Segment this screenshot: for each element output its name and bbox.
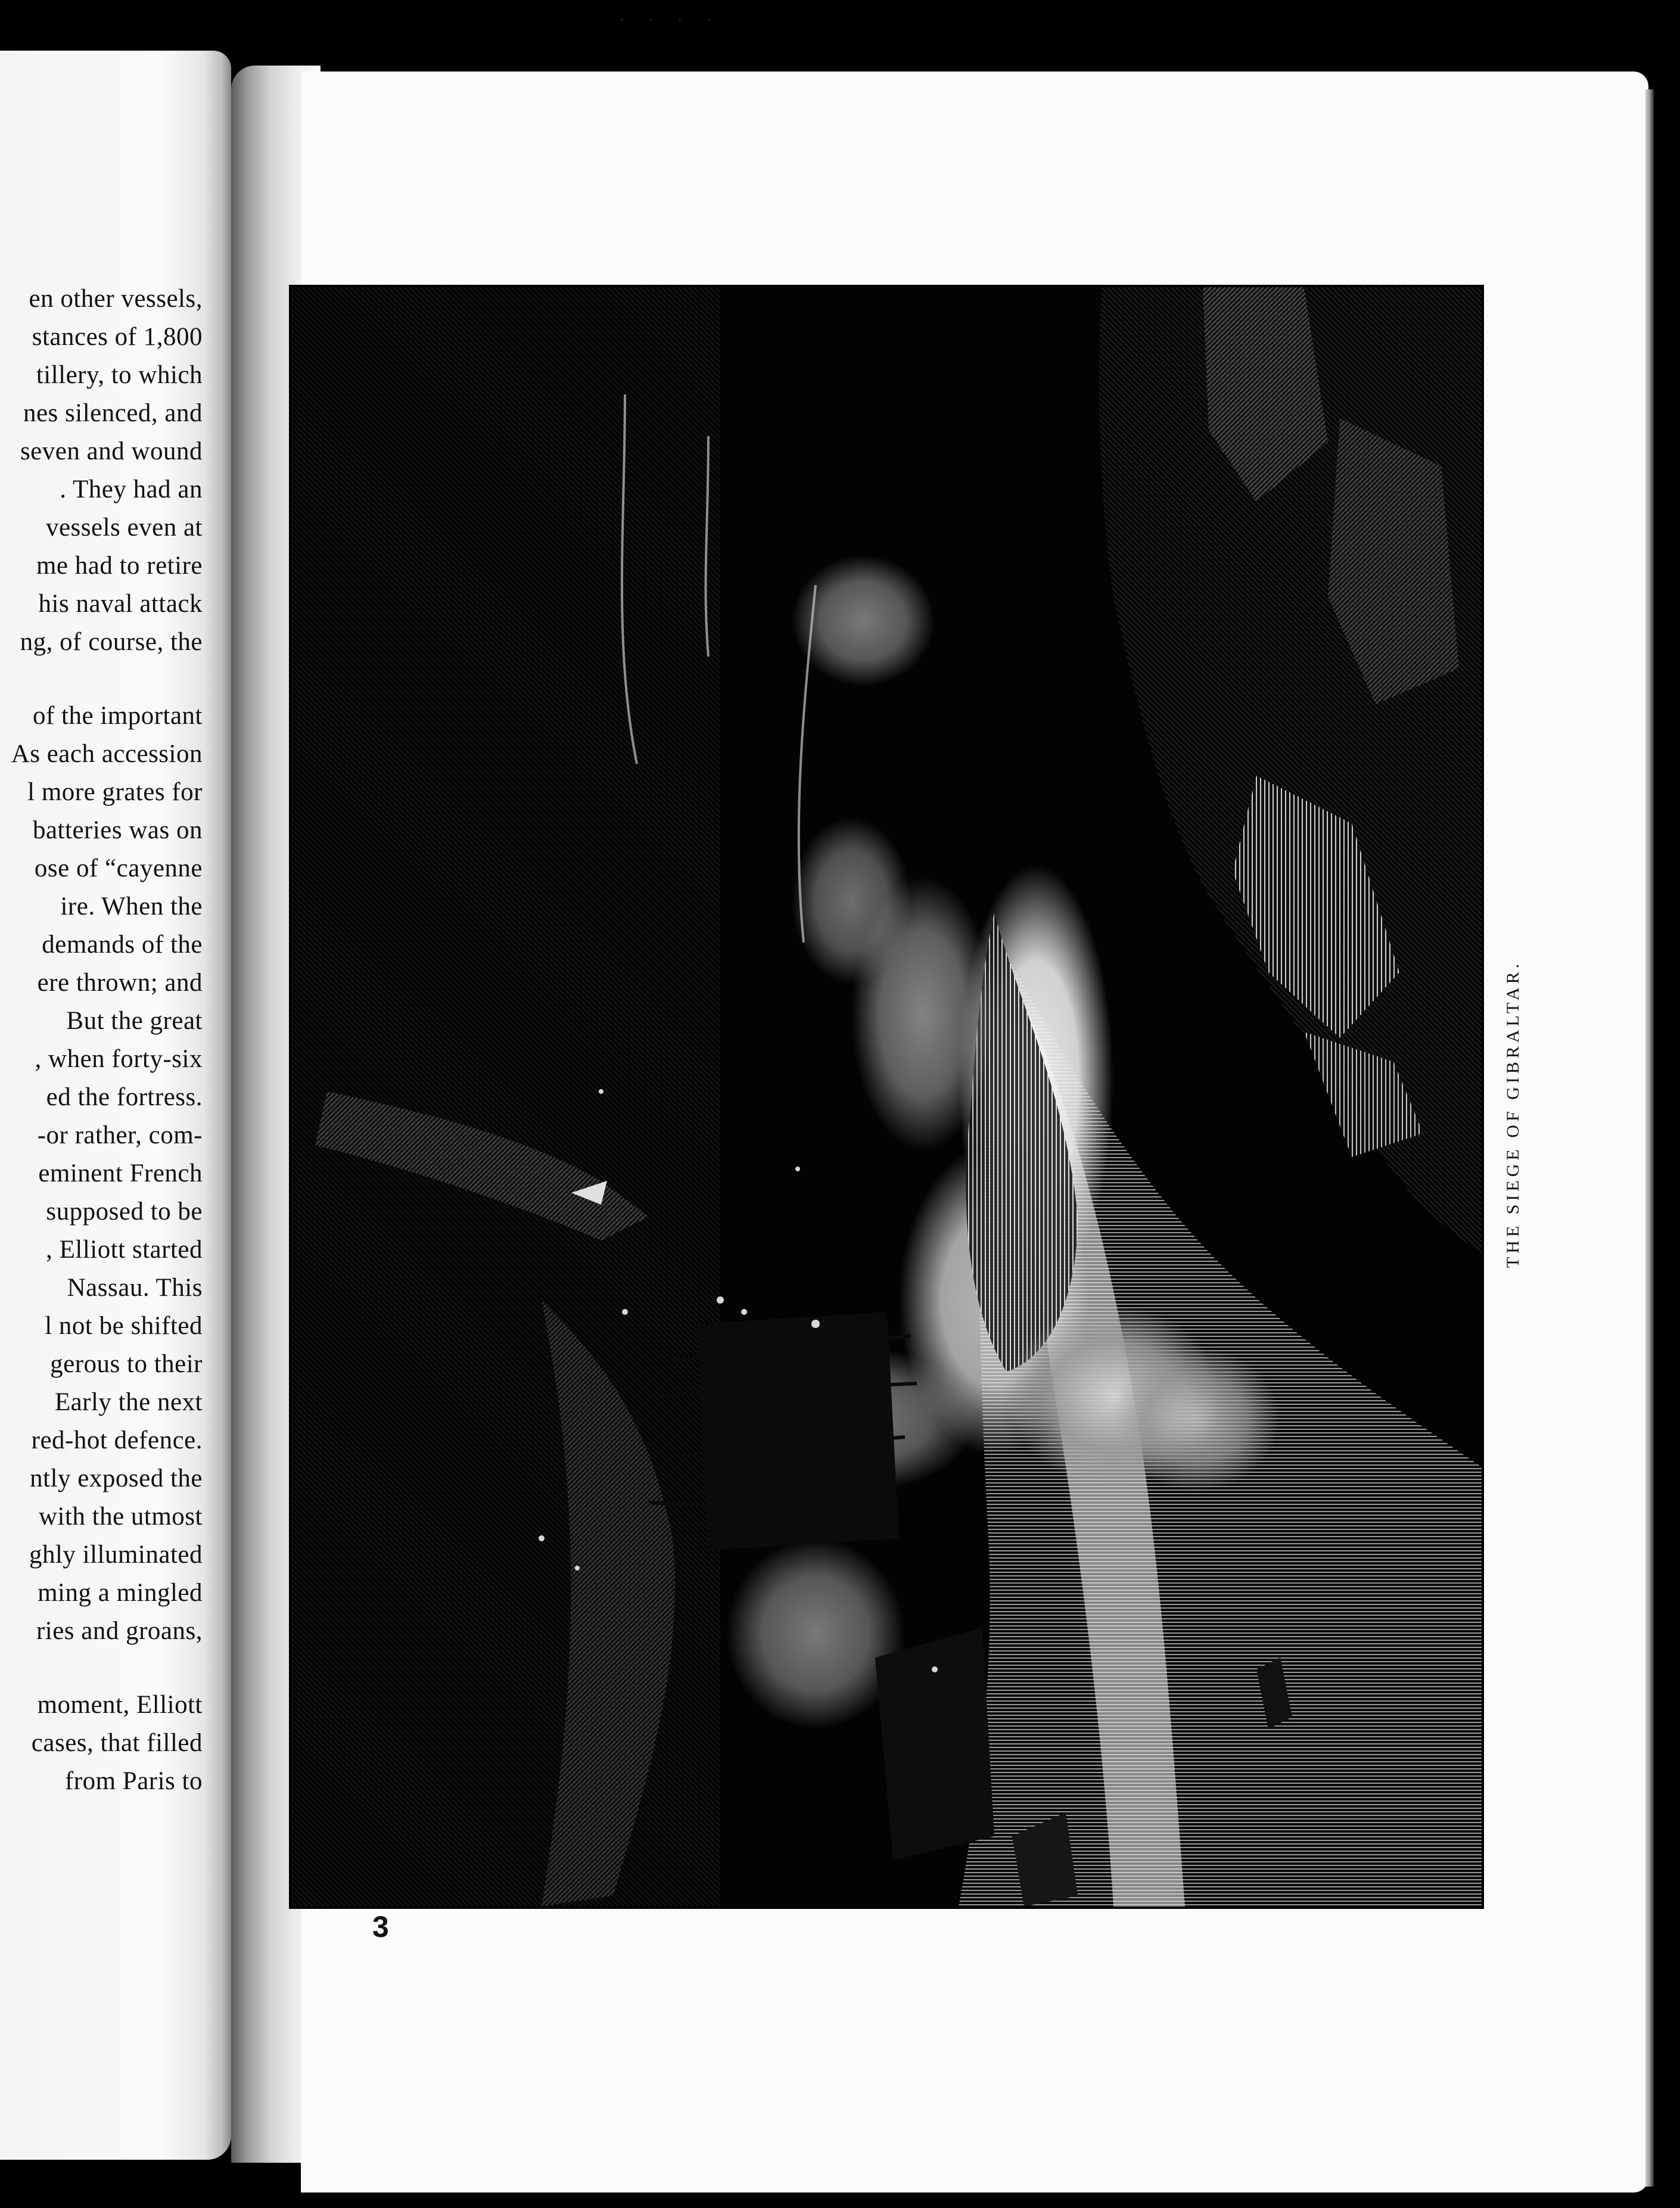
left-page-line: . They had an xyxy=(60,475,203,503)
left-page-line: As each accession xyxy=(11,740,203,768)
left-page-line: moment, Elliott xyxy=(37,1691,203,1719)
illustration-caption xyxy=(1504,935,1522,1293)
left-page-line: l not be shifted xyxy=(45,1312,203,1340)
left-page-line: his naval attack xyxy=(38,590,203,618)
left-page-line: with the utmost xyxy=(38,1503,203,1531)
left-page-line: Nassau. This xyxy=(67,1274,203,1302)
left-page-line: eminent French xyxy=(38,1159,203,1187)
left-page-line: ng, of course, the xyxy=(20,628,203,656)
left-page-line: , when forty-six xyxy=(35,1045,203,1073)
left-page-line: vessels even at xyxy=(45,514,203,542)
left-page-line: ere thrown; and xyxy=(37,969,203,997)
page-number: 3 xyxy=(372,1910,389,1943)
left-page xyxy=(0,51,231,2160)
left-page-line: red-hot defence. xyxy=(31,1426,203,1454)
caption-text: THE SIEGE OF GIBRALTAR. xyxy=(1503,960,1523,1268)
left-page-line: ntly exposed the xyxy=(30,1464,203,1492)
left-page-line: of the important xyxy=(32,702,203,730)
left-page-line: l more grates for xyxy=(27,778,203,806)
left-page-line: tillery, to which xyxy=(36,361,203,389)
left-page-line: ries and groans, xyxy=(36,1617,203,1645)
left-page-line: ming a mingled xyxy=(38,1579,203,1607)
scan-specks: · · · · xyxy=(620,12,722,27)
left-page-line: , Elliott started xyxy=(46,1236,203,1264)
left-page-line: seven and wound xyxy=(20,437,203,465)
left-page-line: demands of the xyxy=(42,931,203,959)
left-page-line: gerous to their xyxy=(50,1350,203,1378)
left-page-line: batteries was on xyxy=(32,816,203,844)
left-page-line: Early the next xyxy=(54,1388,203,1416)
left-page-line: ire. When the xyxy=(60,892,203,920)
siege-engraving xyxy=(289,285,1484,1909)
left-page-line: nes silenced, and xyxy=(23,399,203,427)
left-page-line: stances of 1,800 xyxy=(32,323,203,351)
left-page-line: -or rather, com- xyxy=(37,1121,203,1149)
page-edge-shadow xyxy=(1645,89,1654,2187)
left-page-line: cases, that filled xyxy=(31,1729,203,1757)
left-page-line: ose of “cayenne xyxy=(34,854,203,882)
left-page-line: supposed to be xyxy=(46,1198,203,1226)
left-page-line: ghly illuminated xyxy=(29,1541,203,1569)
left-page-line: en other vessels, xyxy=(29,285,203,313)
left-page-line: ed the fortress. xyxy=(46,1083,203,1111)
left-page-line: me had to retire xyxy=(36,552,203,580)
left-page-text-column xyxy=(0,280,203,1800)
left-page-line: from Paris to xyxy=(64,1767,203,1795)
left-page-line: But the great xyxy=(66,1007,203,1035)
